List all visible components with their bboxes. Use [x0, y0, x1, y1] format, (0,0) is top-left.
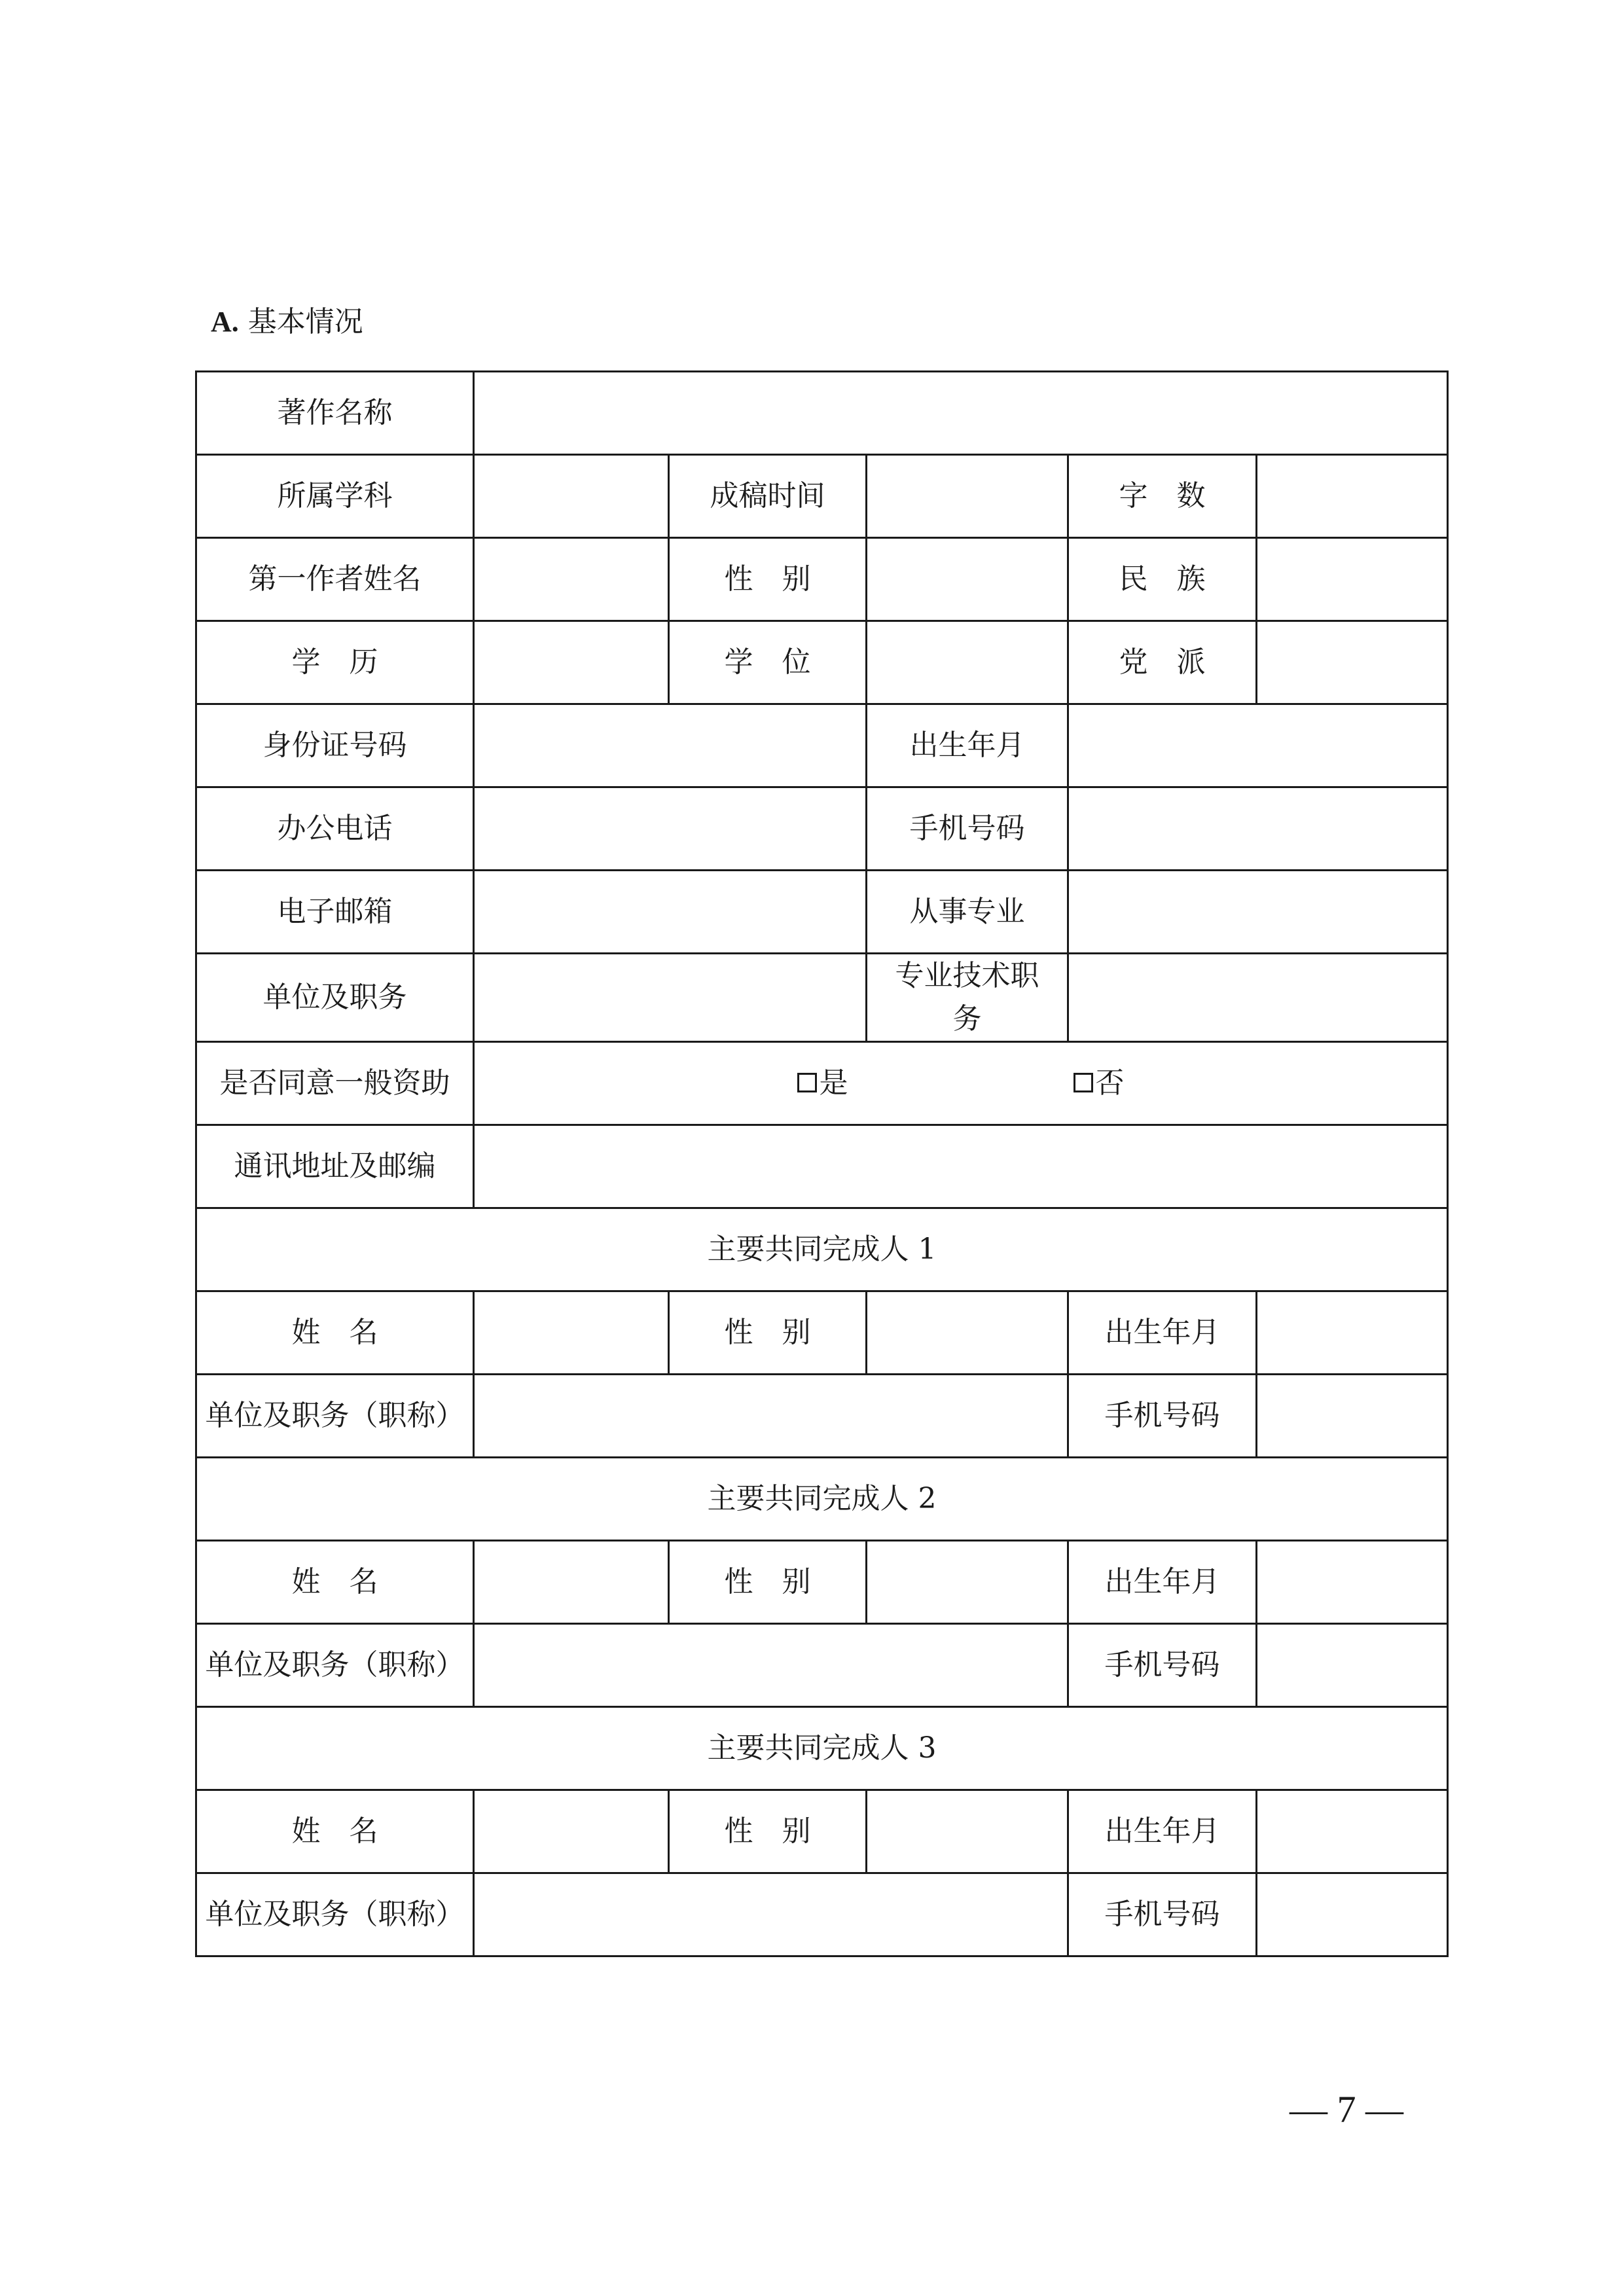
tech-title-label [867, 954, 1068, 1042]
co-author-1-birth-label: 出生年月 [1068, 1291, 1257, 1375]
word-count-label: 字 数 [1068, 455, 1257, 538]
co-author-1-gender-field[interactable] [867, 1291, 1068, 1375]
page-number: — 7 — [1290, 2088, 1403, 2131]
co-author-3-gender-field[interactable] [867, 1790, 1068, 1873]
co-author-2-birth-field[interactable] [1257, 1541, 1448, 1624]
office-phone-label: 办公电话 [196, 787, 474, 871]
section-title: 基本情况 [247, 305, 363, 338]
co-author-3-heading: 主要共同完成人 3 [196, 1707, 1448, 1790]
co-author-3-mobile-label: 手机号码 [1068, 1873, 1257, 1956]
id-number-field[interactable] [474, 704, 867, 787]
co-author-2-birth-label: 出生年月 [1068, 1541, 1257, 1624]
email-field[interactable] [474, 871, 867, 954]
co-author-2-name-label: 姓 名 [196, 1541, 474, 1624]
co-author-3-unit-field[interactable] [474, 1873, 1068, 1956]
co-author-2-heading: 主要共同完成人 2 [196, 1458, 1448, 1541]
ethnicity-field[interactable] [1257, 538, 1448, 621]
checkbox-no[interactable] [1074, 1073, 1093, 1092]
basic-info-table [195, 370, 1449, 1957]
co-author-3-name-field[interactable] [474, 1790, 669, 1873]
email-label: 电子邮箱 [196, 871, 474, 954]
work-title-label: 著作名称 [196, 372, 474, 455]
co-author-1-birth-field[interactable] [1257, 1291, 1448, 1375]
section-heading [211, 302, 363, 342]
table-row [196, 621, 1448, 704]
address-label: 通讯地址及邮编 [196, 1125, 474, 1208]
co-author-1-unit-field[interactable] [474, 1375, 1068, 1458]
first-author-name-label: 第一作者姓名 [196, 538, 474, 621]
mobile-field[interactable] [1068, 787, 1448, 871]
co-author-1-unit-label: 单位及职务（职称） [196, 1375, 474, 1458]
option-yes[interactable] [797, 1062, 848, 1105]
checkbox-yes[interactable] [797, 1073, 817, 1092]
table-row [196, 704, 1448, 787]
table-row [196, 787, 1448, 871]
co-author-2-name-field[interactable] [474, 1541, 669, 1624]
co-author-1-mobile-field[interactable] [1257, 1375, 1448, 1458]
co-author-2-mobile-field[interactable] [1257, 1624, 1448, 1707]
table-row [196, 455, 1448, 538]
co-author-2-gender-field[interactable] [867, 1541, 1068, 1624]
co-author-1-heading: 主要共同完成人 1 [196, 1208, 1448, 1291]
table-row [196, 1042, 1448, 1125]
table-row [196, 1790, 1448, 1873]
education-label: 学 历 [196, 621, 474, 704]
party-label: 党 派 [1068, 621, 1257, 704]
co-author-3-unit-label: 单位及职务（职称） [196, 1873, 474, 1956]
table-row [196, 1125, 1448, 1208]
table-row [196, 954, 1448, 1042]
mobile-label: 手机号码 [867, 787, 1068, 871]
birth-date-field[interactable] [1068, 704, 1448, 787]
section-letter: A. [211, 306, 239, 338]
co-author-2-mobile-label: 手机号码 [1068, 1624, 1257, 1707]
co-author-2-gender-label: 性 别 [669, 1541, 867, 1624]
table-row [196, 871, 1448, 954]
party-field[interactable] [1257, 621, 1448, 704]
tech-title-text: 专业技术职务 [895, 959, 1039, 1036]
table-row [196, 1291, 1448, 1375]
table-row [196, 1707, 1448, 1790]
tech-title-field[interactable] [1068, 954, 1448, 1042]
agree-funding-options [474, 1042, 1448, 1125]
work-title-field[interactable] [474, 372, 1448, 455]
table-row [196, 1208, 1448, 1291]
first-author-name-field[interactable] [474, 538, 669, 621]
office-phone-field[interactable] [474, 787, 867, 871]
co-author-3-birth-label: 出生年月 [1068, 1790, 1257, 1873]
unit-position-label: 单位及职务 [196, 954, 474, 1042]
co-author-3-gender-label: 性 别 [669, 1790, 867, 1873]
option-yes-label: 是 [819, 1066, 848, 1100]
co-author-1-name-label: 姓 名 [196, 1291, 474, 1375]
degree-label: 学 位 [669, 621, 867, 704]
option-no-label: 否 [1095, 1066, 1125, 1100]
co-author-1-name-field[interactable] [474, 1291, 669, 1375]
table-row [196, 1873, 1448, 1956]
table-row [196, 372, 1448, 455]
specialty-field[interactable] [1068, 871, 1448, 954]
completion-time-field[interactable] [867, 455, 1068, 538]
co-author-3-name-label: 姓 名 [196, 1790, 474, 1873]
co-author-1-gender-label: 性 别 [669, 1291, 867, 1375]
unit-position-field[interactable] [474, 954, 867, 1042]
degree-field[interactable] [867, 621, 1068, 704]
education-field[interactable] [474, 621, 669, 704]
word-count-field[interactable] [1257, 455, 1448, 538]
birth-date-label: 出生年月 [867, 704, 1068, 787]
co-author-1-mobile-label: 手机号码 [1068, 1375, 1257, 1458]
table-row [196, 1541, 1448, 1624]
table-row [196, 538, 1448, 621]
specialty-label: 从事专业 [867, 871, 1068, 954]
table-row [196, 1375, 1448, 1458]
discipline-field[interactable] [474, 455, 669, 538]
gender-label: 性 别 [669, 538, 867, 621]
gender-field[interactable] [867, 538, 1068, 621]
id-number-label: 身份证号码 [196, 704, 474, 787]
option-no[interactable] [1074, 1062, 1125, 1105]
agree-funding-label: 是否同意一般资助 [196, 1042, 474, 1125]
table-row [196, 1458, 1448, 1541]
co-author-2-unit-label: 单位及职务（职称） [196, 1624, 474, 1707]
co-author-3-birth-field[interactable] [1257, 1790, 1448, 1873]
co-author-3-mobile-field[interactable] [1257, 1873, 1448, 1956]
table-row [196, 1624, 1448, 1707]
discipline-label: 所属学科 [196, 455, 474, 538]
address-field[interactable] [474, 1125, 1448, 1208]
completion-time-label: 成稿时间 [669, 455, 867, 538]
ethnicity-label: 民 族 [1068, 538, 1257, 621]
co-author-2-unit-field[interactable] [474, 1624, 1068, 1707]
